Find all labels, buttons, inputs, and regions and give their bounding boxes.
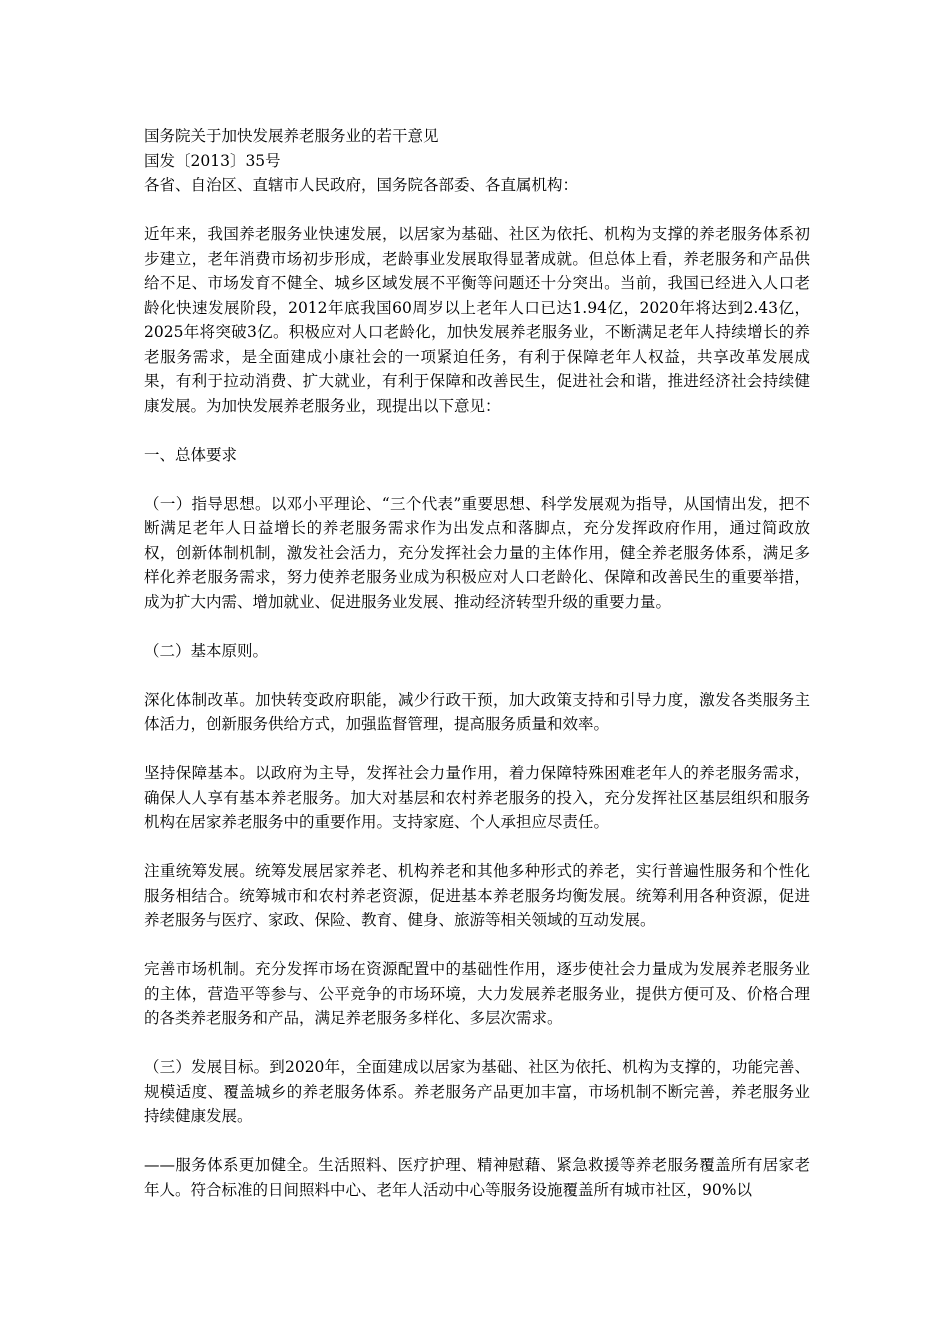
principle-basic-paragraph: 坚持保障基本。以政府为主导，发挥社会力量作用，着力保障特殊困难老年人的养老服务需求，确保人人享有基本养老服务。加大对基层和农村养老服务的投入，充分发挥社区基层组织和服务机构在居家养老服务中的重要作用。支持家庭、个人承担应尽责任。	[144, 764, 810, 831]
spacer	[144, 663, 810, 688]
basic-principles-heading: （二）基本原则。	[144, 641, 269, 660]
guiding-thought-paragraph: （一）指导思想。以邓小平理论、“三个代表”重要思想、科学发展观为指导，从国情出发，把不断满足老年人日益增长的养老服务需求作为出发点和落脚点，充分发挥政府作用，通过简政放权，创新体制机制，激发社会活力，充分发挥社会力量的主体作用，健全养老服务体系，满足多样化养老服务需求，努力使养老服务业成为积极应对人口老龄化、保障和改善民生的重要举措，成为扩大内需、增加就业、促进服务业发展、推动经济转型升级的重要力量。	[144, 494, 810, 611]
document-page	[144, 124, 810, 1202]
principle-coordination-paragraph: 注重统筹发展。统筹发展居家养老、机构养老和其他多种形式的养老，实行普遍性服务和个性化服务相结合。统筹城市和农村养老资源，促进基本养老服务均衡发展。统筹利用各种资源，促进养老服务与医疗、家政、保险、教育、健身、旅游等相关领域的互动发展。	[144, 862, 810, 929]
spacer	[144, 933, 810, 958]
principle-reform-paragraph: 深化体制改革。加快转变政府职能，减少行政干预，加大政策支持和引导力度，激发各类服务主体活力，创新服务供给方式，加强监督管理，提高服务质量和效率。	[144, 690, 810, 733]
intro-paragraph: 近年来，我国养老服务业快速发展，以居家为基础、社区为依托、机构为支撑的养老服务体系初步建立，老年消费市场初步形成，老龄事业发展取得显著成就。但总体上看，养老服务和产品供给不足、市场发育不健全、城乡区域发展不平衡等问题还十分突出。当前，我国已经进入人口老龄化快速发展阶段，2012年底我国60周岁以上老年人口已达1.94亿，2020年将达到2.43亿，2025年将突破3亿。积极应对人口老龄化，加快发展养老服务业，不断满足老年人持续增长的养老服务需求，是全面建成小康社会的一项紧迫任务，有利于保障老年人权益，共享改革发展成果，有利于拉动消费、扩大就业，有利于保障和改善民生，促进社会和谐，推进经济社会持续健康发展。为加快发展养老服务业，现提出以下意见：	[144, 225, 810, 415]
spacer	[144, 1031, 810, 1056]
spacer	[144, 467, 810, 492]
document-number: 国发〔2013〕35号	[144, 151, 281, 170]
section-heading-general-requirements: 一、总体要求	[144, 445, 238, 464]
goal-service-system-paragraph: ——服务体系更加健全。生活照料、医疗护理、精神慰藉、紧急救援等养老服务覆盖所有居家老年人。符合标准的日间照料中心、老年人活动中心等服务设施覆盖所有城市社区，90%以	[144, 1156, 810, 1199]
spacer	[144, 614, 810, 639]
spacer	[144, 1129, 810, 1154]
document-title: 国务院关于加快发展养老服务业的若干意见	[144, 127, 439, 145]
addressees: 各省、自治区、直辖市人民政府，国务院各部委、各直属机构：	[144, 176, 579, 194]
spacer	[144, 418, 810, 443]
principle-market-paragraph: 完善市场机制。充分发挥市场在资源配置中的基础性作用，逐步使社会力量成为发展养老服务业的主体，营造平等参与、公平竞争的市场环境，大力发展养老服务业，提供方便可及、价格合理的各类养老服务和产品，满足养老服务多样化、多层次需求。	[144, 960, 810, 1027]
spacer	[144, 835, 810, 860]
development-goals-paragraph: （三）发展目标。到2020年，全面建成以居家为基础、社区为依托、机构为支撑的，功能完善、规模适度、覆盖城乡的养老服务体系。养老服务产品更加丰富，市场机制不断完善，养老服务业持续健康发展。	[144, 1058, 810, 1125]
spacer	[144, 198, 810, 223]
spacer	[144, 737, 810, 762]
